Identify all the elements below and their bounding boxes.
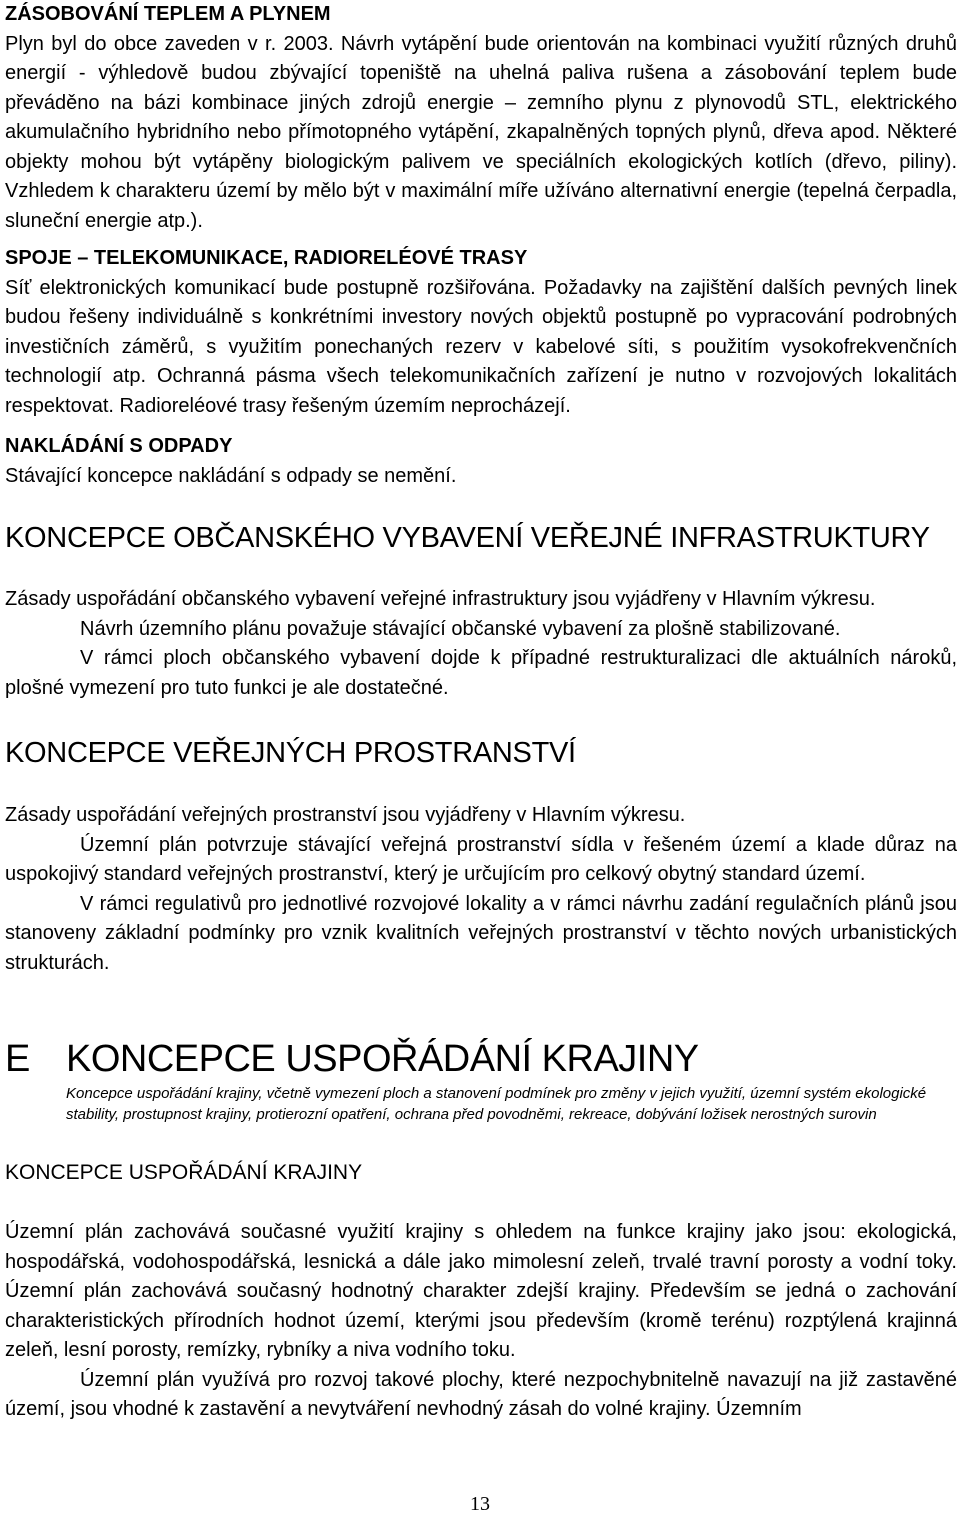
heat-gas-section <box>5 0 957 236</box>
chapter-e-heading <box>5 1037 957 1081</box>
chapter-description: Koncepce uspořádání krajiny, včetně vymezení ploch a stanovení podmínek pro změny v jejich využití, územní systém ekologické stability, prostupnost krajiny, protierozní opatření, ochrana před povodněmi, rekreace, dobývání ložisek nerostných surovin <box>66 1085 927 1123</box>
landscape-heading: KONCEPCE USPOŘÁDÁNÍ KRAJINY <box>5 1161 363 1184</box>
telecom-heading: SPOJE – TELEKOMUNIKACE, RADIORELÉOVÉ TRASY <box>5 247 528 269</box>
telecom-text: Síť elektronických komunikací bude postupně rozšiřována. Požadavky na zajištění dalších pevných linek budou řešeny individuálně s konkrétními investory nových objektů postupně po vypracování podrobných investičních záměrů, s využitím ponechaných rezerv v kabelové síti, s použitím vysokofrekvenčních technologií atp. Ochranná pásma všech telekomunikačních zařízení je nutno v rozvojových lokalitách respektovat. Radioreléové trasy řešeným územím neprocházejí. <box>5 276 957 417</box>
civic-p2: Návrh územního plánu považuje stávající občanské vybavení za plošně stabilizované. <box>80 617 841 640</box>
public-space-heading: KONCEPCE VEŘEJNÝCH PROSTRANSTVÍ <box>5 737 576 769</box>
landscape-p1: Územní plán zachovává současné využití krajiny s ohledem na funkce krajiny jako jsou: ekologická, hospodářská, vodohospodářská, lesnická a dále jako mimolesní zeleň, trvalé travní porosty a vodní toky. Územní plán zachovává současný hodnotný charakter zdejší krajiny. Především se jedná o zachování charakteristických přírodních hodnot území, kterými jsou především (kromě terénu) rozptýlená krajinná zeleň, lesní porosty, remízky, rybníky a niva vodního toku. <box>5 1221 957 1361</box>
heat-gas-heading: ZÁSOBOVÁNÍ TEPLEM A PLYNEM <box>5 3 331 25</box>
heat-gas-text: Plyn byl do obce zaveden v r. 2003. Návrh vytápění bude orientován na kombinaci využití různých druhů energií - výhledově budou zbývající topeniště na uhelná paliva rušena a zásobování teplem bude převáděno na bázi kombinace jiných zdrojů energie – zemního plynu z plynovodů STL, elektrického akumulačního hybridního nebo přímotopného vytápění, zkapalněných topných plynů, dřeva apod. Některé objekty mohou být vytápěny biologickým palivem ve speciálních ekologických kotlích (dřevo, piliny). Vzhledem k charakteru území by mělo být v maximální míře užíváno alternativní energie (tepelná čerpadla, sluneční energie atp.). <box>5 32 957 232</box>
civic-heading: KONCEPCE OBČANSKÉHO VYBAVENÍ VEŘEJNÉ INFRASTRUKTURY <box>5 522 930 554</box>
civic-p3: V rámci ploch občanského vybavení dojde k případné restrukturalizaci dle aktuálních nároků, plošné vymezení pro tuto funkci je ale dostatečné. <box>5 647 957 699</box>
waste-text: Stávající koncepce nakládání s odpady se nemění. <box>5 464 457 487</box>
chapter-letter: E <box>5 1038 31 1080</box>
waste-heading: NAKLÁDÁNÍ S ODPADY <box>5 435 233 457</box>
civic-p1: Zásady uspořádání občanského vybavení veřejné infrastruktury jsou vyjádřeny v Hlavním výkresu. <box>5 588 876 610</box>
landscape-section <box>5 1218 957 1425</box>
waste-section <box>5 432 957 491</box>
chapter-title: KONCEPCE USPOŘÁDÁNÍ KRAJINY <box>66 1038 699 1080</box>
public-space-p1: Zásady uspořádání veřejných prostranství jsou vyjádřeny v Hlavním výkresu. <box>5 804 686 826</box>
telecom-section <box>5 244 957 421</box>
public-space-p3: V rámci regulativů pro jednotlivé rozvojové lokality a v rámci návrhu zadání regulačních plánů jsou stanoveny základní podmínky pro vznik kvalitních veřejných prostranství v těchto nových urbanistických strukturách. <box>5 892 957 974</box>
public-space-section <box>5 801 957 978</box>
landscape-p2: Územní plán využívá pro rozvoj takové plochy, které nezpochybnitelně navazují na již zastavěné území, jsou vhodné k zastavění a nevytváření nevhodný zásah do volné krajiny. Územním <box>5 1368 957 1420</box>
civic-section <box>5 585 957 703</box>
public-space-p2: Územní plán potvrzuje stávající veřejná prostranství sídla v řešeném území a klade důraz na uspokojivý standard veřejných prostranství, který je určujícím pro celkový obytný standard území. <box>5 833 957 885</box>
page-number: 13 <box>470 1493 490 1515</box>
